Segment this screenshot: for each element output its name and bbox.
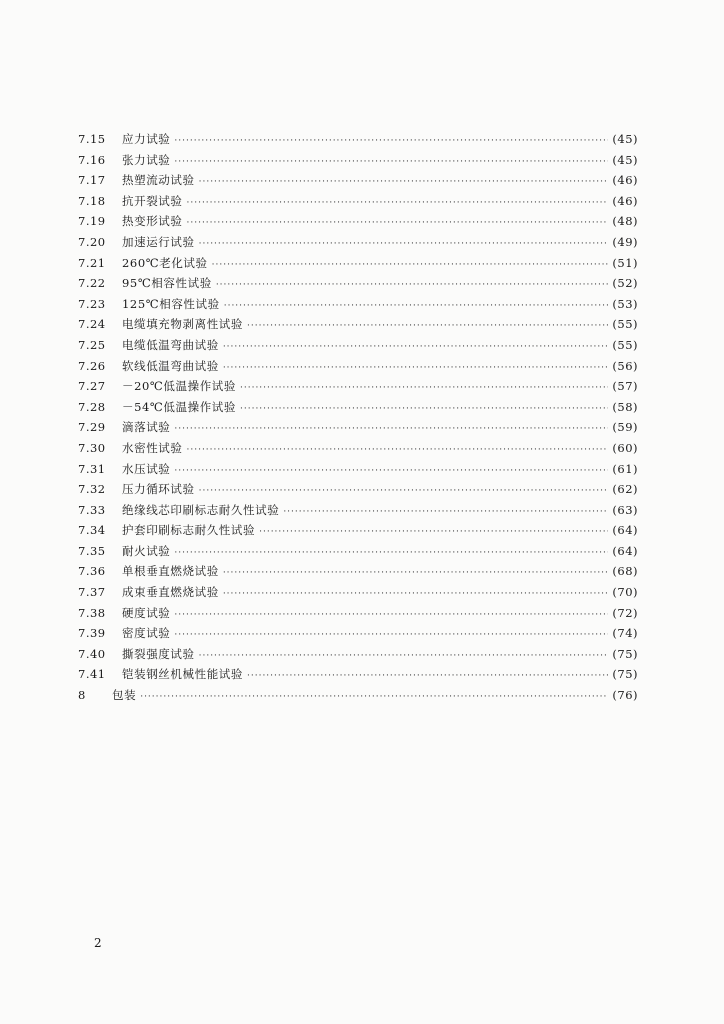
toc-entry-title: 耐火试验 [122,543,171,558]
dot-leader [223,337,609,358]
table-of-contents [78,129,638,706]
toc-entry [78,438,638,459]
toc-entry-title: 125℃相容性试验 [122,296,220,311]
dot-leader [223,563,609,584]
toc-entry [78,520,638,541]
toc-entry-page: (53) [612,296,638,311]
toc-entry-number: 7.31 [78,461,106,476]
toc-entry-title: 软线低温弯曲试验 [122,358,219,373]
toc-entry-title: 电缆填充物剥离性试验 [122,317,243,332]
toc-entry-page: (61) [612,461,638,476]
toc-entry-number: 7.39 [78,626,106,641]
toc-entry-page: (76) [612,688,638,703]
toc-entry-number: 7.40 [78,646,106,661]
dot-leader [174,605,608,626]
toc-entry [78,232,638,253]
toc-entry-title: 撕裂强度试验 [122,646,195,661]
dot-leader [223,584,609,605]
toc-entry-number: 7.41 [78,667,106,682]
toc-entry-title: 成束垂直燃烧试验 [122,585,219,600]
toc-entry-title: 绝缘线芯印刷标志耐久性试验 [122,502,280,517]
toc-entry [78,150,638,171]
toc-entry [78,211,638,232]
dot-leader [174,131,608,152]
toc-entry-number: 7.23 [78,296,106,311]
dot-leader [187,440,609,461]
toc-entry-title: 抗开裂试验 [122,193,183,208]
toc-entry-number: 7.33 [78,502,106,517]
toc-entry-page: (52) [612,276,638,291]
toc-entry-number: 7.27 [78,379,106,394]
dot-leader [247,316,608,337]
toc-entry [78,376,638,397]
dot-leader [240,378,608,399]
toc-entry-number: 7.34 [78,523,106,538]
toc-entry-page: (57) [612,379,638,394]
toc-entry-page: (49) [612,234,638,249]
toc-entry [78,603,638,624]
toc-entry-number: 7.38 [78,605,106,620]
toc-entry-title: －54℃低温操作试验 [122,399,236,414]
toc-entry-number: 7.20 [78,234,106,249]
toc-entry-page: (46) [612,173,638,188]
toc-entry [78,129,638,150]
toc-entry-title: 加速运行试验 [122,234,195,249]
toc-entry-number: 7.24 [78,317,106,332]
toc-entry [78,294,638,315]
toc-entry-title: 包装 [112,688,137,703]
toc-entry [78,273,638,294]
toc-entry-page: (58) [612,399,638,414]
toc-entry-number: 7.22 [78,276,106,291]
toc-entry-page: (62) [612,482,638,497]
toc-entry-page: (64) [612,543,638,558]
dot-leader [224,296,609,317]
dot-leader [187,213,609,234]
toc-entry-page: (75) [612,667,638,682]
toc-entry [78,500,638,521]
dot-leader [174,543,608,564]
toc-entry-number: 7.21 [78,255,106,270]
toc-entry-number: 7.17 [78,173,106,188]
toc-entry-number: 7.28 [78,399,106,414]
toc-entry-page: (55) [612,317,638,332]
toc-entry-title: 滴落试验 [122,420,171,435]
toc-entry-page: (55) [612,337,638,352]
dot-leader [216,275,609,296]
toc-entry-title: 单根垂直燃烧试验 [122,564,219,579]
toc-entry-title: 热塑流动试验 [122,173,195,188]
toc-entry-title: 张力试验 [122,152,171,167]
toc-entry [78,191,638,212]
toc-entry-page: (45) [612,152,638,167]
toc-entry-title: 护套印刷标志耐久性试验 [122,523,256,538]
dot-leader [223,358,609,379]
toc-entry-page: (70) [612,585,638,600]
toc-entry-page: (68) [612,564,638,579]
toc-entry-number: 7.36 [78,564,106,579]
toc-entry-title: 95℃相容性试验 [122,276,212,291]
toc-entry-page: (59) [612,420,638,435]
dot-leader [199,234,609,255]
dot-leader [174,461,608,482]
toc-entry-page: (45) [612,132,638,146]
toc-entry-page: (56) [612,358,638,373]
toc-entry-number: 7.15 [78,132,106,146]
toc-entry-number: 7.18 [78,193,106,208]
dot-leader [199,646,609,667]
toc-entry-page: (74) [612,626,638,641]
toc-entry-page: (46) [612,193,638,208]
page-number: 2 [94,936,102,950]
toc-entry-number: 7.19 [78,214,106,229]
toc-entry [78,356,638,377]
toc-entry-title: 硬度试验 [122,605,171,620]
toc-entry [78,664,638,685]
toc-entry-number: 7.30 [78,440,106,455]
dot-leader [199,481,609,502]
toc-entry-number: 7.16 [78,152,106,167]
toc-entry-page: (75) [612,646,638,661]
toc-entry [78,623,638,644]
toc-entry-number: 7.32 [78,482,106,497]
dot-leader [240,399,608,420]
toc-entry [78,561,638,582]
toc-entry-number: 7.29 [78,420,106,435]
dot-leader [259,522,608,543]
toc-entry-number: 7.35 [78,543,106,558]
toc-entry [78,685,638,706]
toc-entry-number: 7.37 [78,585,106,600]
dot-leader [283,502,608,523]
dot-leader [247,666,608,687]
toc-entry-title: 压力循环试验 [122,482,195,497]
toc-entry [78,253,638,274]
toc-entry [78,644,638,665]
toc-entry-number: 7.26 [78,358,106,373]
dot-leader [199,172,609,193]
toc-entry [78,314,638,335]
toc-entry-title: 密度试验 [122,626,171,641]
toc-entry [78,417,638,438]
toc-entry-title: 水压试验 [122,461,171,476]
toc-entry-number: 8 [78,688,86,703]
toc-entry-page: (48) [612,214,638,229]
dot-leader [212,255,609,276]
toc-entry [78,459,638,480]
toc-entry-page: (60) [612,440,638,455]
toc-entry-page: (51) [612,255,638,270]
dot-leader [140,687,608,708]
toc-entry-page: (64) [612,523,638,538]
toc-entry [78,479,638,500]
dot-leader [174,625,608,646]
toc-entry-title: 热变形试验 [122,214,183,229]
toc-entry [78,335,638,356]
toc-entry-title: －20℃低温操作试验 [122,379,236,394]
dot-leader [174,419,608,440]
dot-leader [187,193,609,214]
toc-entry-title: 电缆低温弯曲试验 [122,337,219,352]
toc-entry [78,170,638,191]
toc-entry-title: 水密性试验 [122,440,183,455]
toc-entry [78,582,638,603]
toc-entry [78,397,638,418]
toc-entry [78,541,638,562]
dot-leader [174,152,608,173]
toc-entry-page: (72) [612,605,638,620]
toc-entry-title: 铠装钢丝机械性能试验 [122,667,243,682]
toc-entry-number: 7.25 [78,337,106,352]
toc-entry-page: (63) [612,502,638,517]
toc-entry-title: 应力试验 [122,132,171,146]
toc-entry-title: 260℃老化试验 [122,255,208,270]
